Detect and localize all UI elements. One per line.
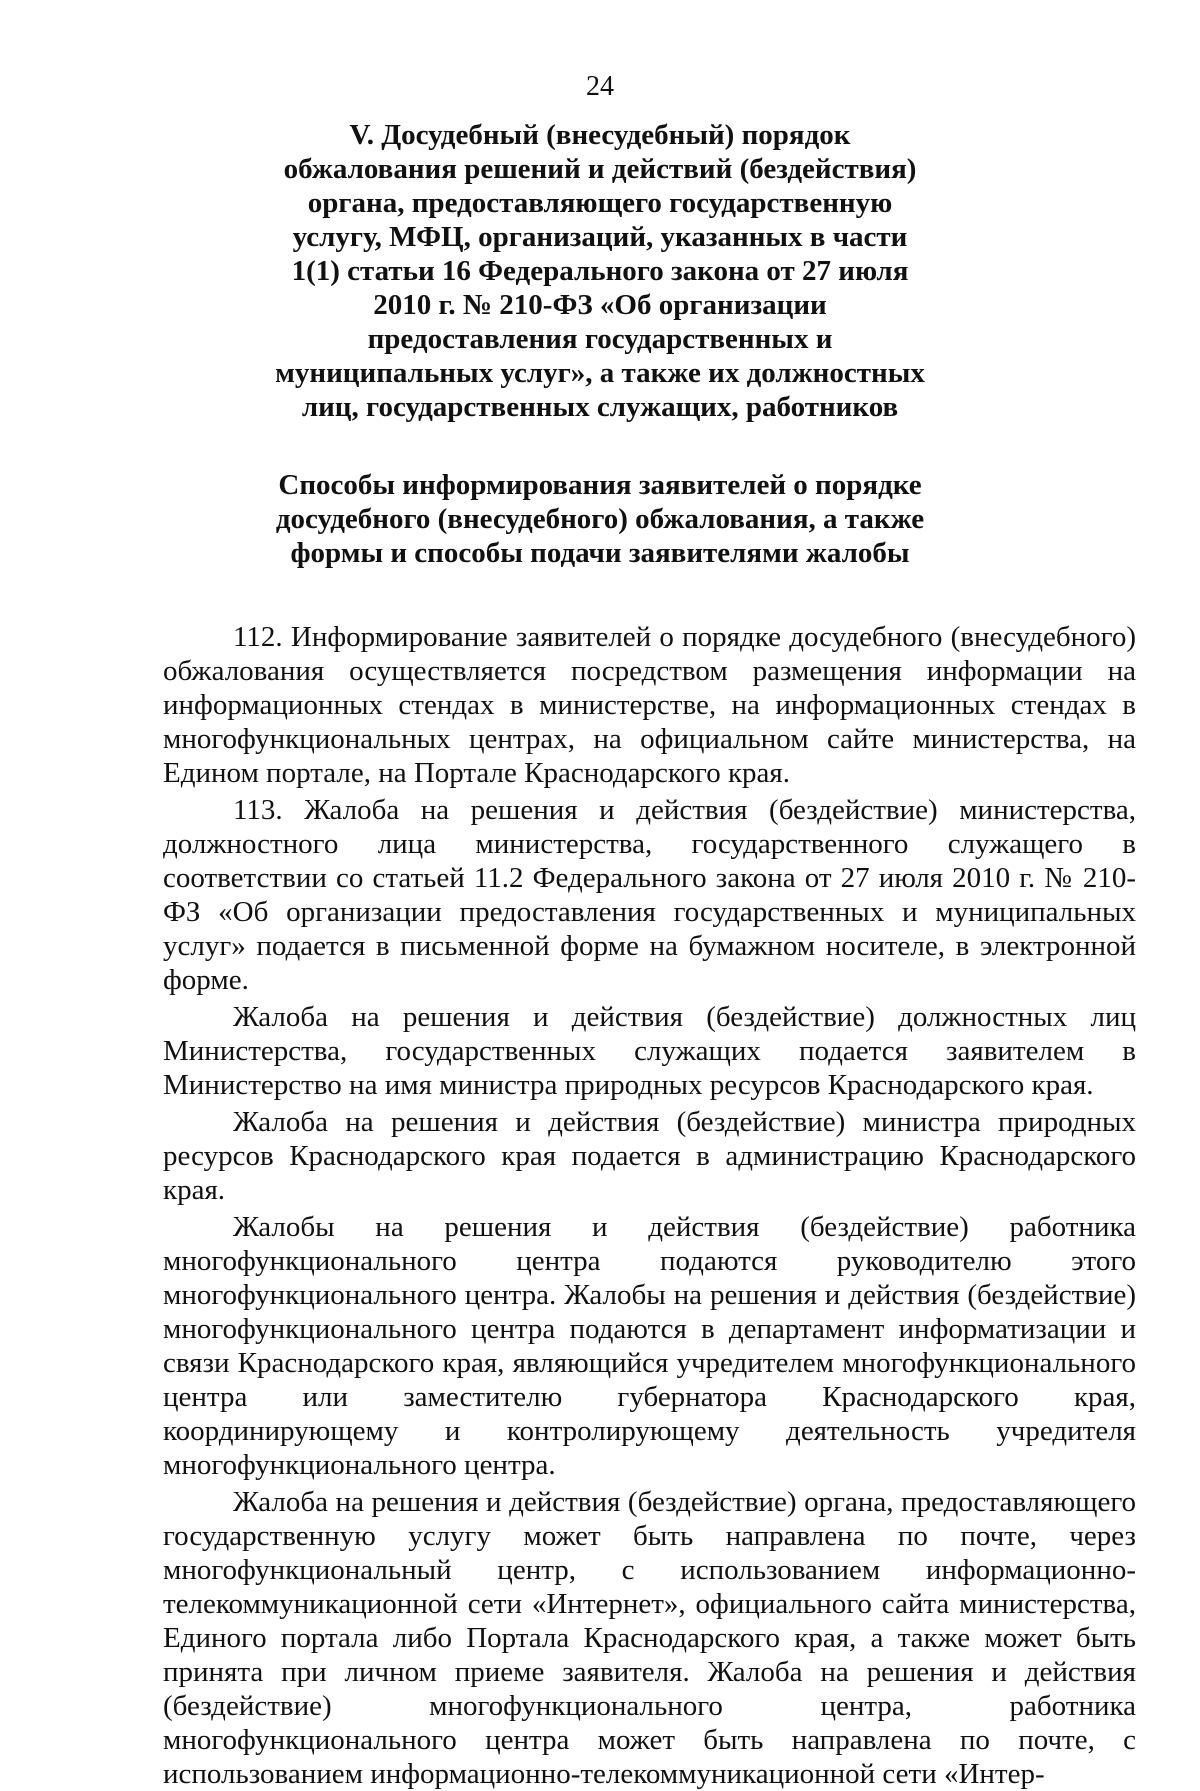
section-title-line: органа, предоставляющего государственную [307, 187, 893, 219]
section-title-line: 1(1) статьи 16 Федерального закона от 27 июля [291, 255, 909, 287]
section-title-line: обжалования решений и действий (бездействия) [283, 153, 917, 185]
subsection-title-line: Способы информирования заявителей о порядке [278, 469, 922, 501]
subsection-title [0, 468, 1200, 570]
section-title [0, 118, 1200, 424]
paragraph: Жалоба на решения и действия (бездействие) органа, предоставляющего государственную услугу может быть направлена по почте, через многофункциональный центр, с использованием информационно-телекоммуникационной сети «Интернет», официального сайта министерства, Единого портала либо Портала Краснодарского края, а также может быть принята при личном приеме заявителя. Жалоба на решения и действия (бездействие) многофункционального центра, работника многофункционального центра может быть направлена по почте, с использованием информационно-телекоммуникационной сети «Интер- [163, 1486, 1136, 1790]
paragraph-113: 113. Жалоба на решения и действия (бездействие) министерства, должностного лица министерства, государственного служащего в соответствии со статьей 11.2 Федерального закона от 27 июля 2010 г. № 210-ФЗ «Об организации предоставления государственных и муниципальных услуг» подается в письменной форме на бумажном носителе, в электронной форме. [163, 794, 1136, 996]
subsection-title-line: формы и способы подачи заявителями жалобы [290, 537, 910, 569]
paragraph: Жалоба на решения и действия (бездействие) должностных лиц Министерства, государственных служащих подается заявителем в Министерство на имя министра природных ресурсов Краснодарского края. [163, 1001, 1136, 1101]
section-title-line: услугу, МФЦ, организаций, указанных в части [292, 221, 908, 253]
section-title-line: предоставления государственных и [367, 323, 833, 355]
paragraph: Жалоба на решения и действия (бездействие) министра природных ресурсов Краснодарского края подается в администрацию Краснодарского края. [163, 1106, 1136, 1206]
section-title-line: 2010 г. № 210-ФЗ «Об организации [373, 289, 827, 321]
section-title-line: муниципальных услуг», а также их должностных [275, 357, 925, 389]
section-title-line: лиц, государственных служащих, работников [301, 391, 899, 423]
paragraph: Жалобы на решения и действия (бездействие) работника многофункционального центра подаются руководителю этого многофункционального центра. Жалобы на решения и действия (бездействие) многофункционального центра подаются в департамент информатизации и связи Краснодарского края, являющийся учредителем многофункционального центра или заместителю губернатора Краснодарского края, координирующему и контролирующему деятельность учредителя многофункционального центра. [163, 1211, 1136, 1481]
subsection-title-line: досудебного (внесудебного) обжалования, а также [275, 503, 925, 535]
page-number: 24 [586, 71, 614, 102]
body-text [163, 620, 1136, 1791]
paragraph-112: 112. Информирование заявителей о порядке досудебного (внесудебного) обжалования осуществляется посредством размещения информации на информационных стендах в министерстве, на информационных стендах в многофункциональных центрах, на официальном сайте министерства, на Едином портале, на Портале Краснодарского края. [163, 621, 1136, 789]
section-title-line: V. Досудебный (внесудебный) порядок [349, 119, 851, 151]
